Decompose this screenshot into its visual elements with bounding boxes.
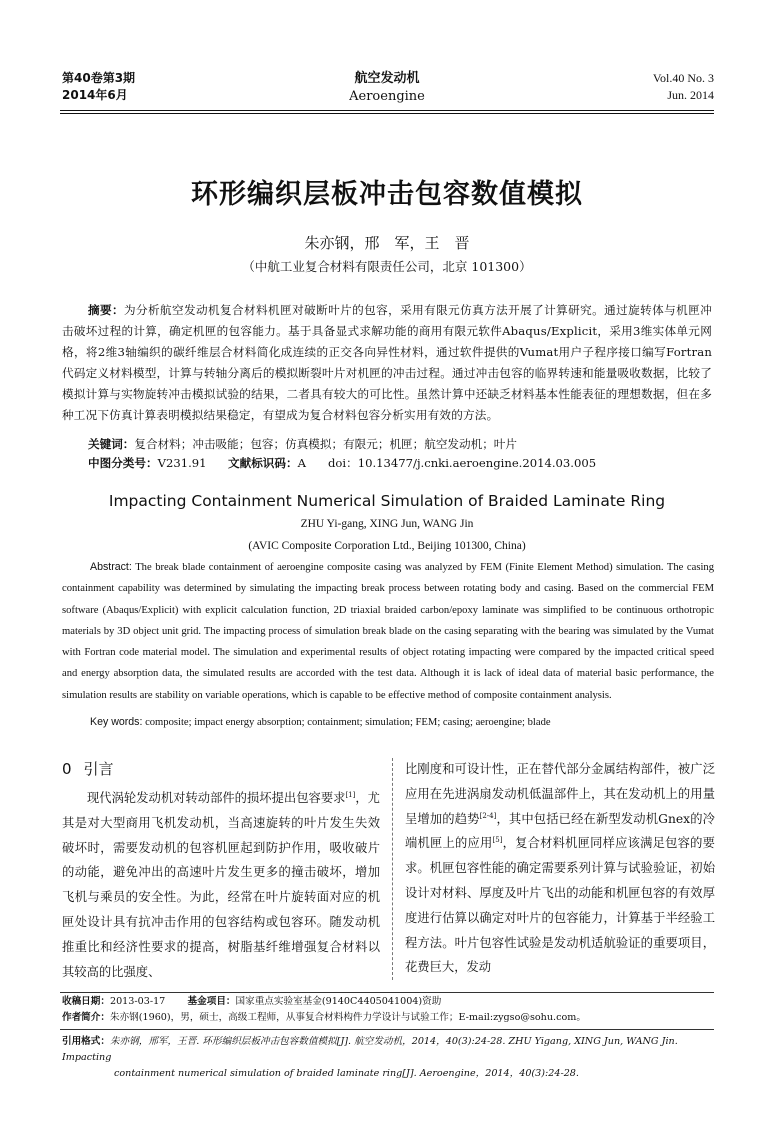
abstract-en-text: The break blade containment of aeroengine composite casing was analyzed by FEM (Finite Element Method) simulation. The casing containment capability was determined by simulating the impacting break process between rotating body and casing. Based on the commercial FEM software (Abaqus/Explicit) with explicit calculation function, 2D triaxial braided carbon/epoxy laminate was simplified to be continuous orthotropic materials by 3D object unit grid. The impacting process of simulation break blade on the casing separating with the bearing was simulated by the Vumat with Fortran code material model. The simulation and experimental results of object rotating impacting were compared by the impacted critical speed and energy absorption data, the simulated results are accorded with the test data. Although it is lack of ideal data of material basic performance, the simulation results are stability on variable operations, which is capable to be effective method of composite containment analysis. xyxy=(62,562,715,701)
clc-label: 中图分类号： xyxy=(88,456,158,470)
column-divider xyxy=(392,758,393,980)
doi-label: doi： xyxy=(328,456,358,470)
fund-label: 基金项目： xyxy=(187,996,236,1007)
right-para-text-b: ，其中包括已经在新型发动机Gnex的冷端机匣上的应用 xyxy=(405,811,715,851)
section-number: 0 xyxy=(62,760,72,778)
header-rule xyxy=(60,110,714,111)
abstract-cn xyxy=(62,300,712,426)
abstract-cn-label: 摘要： xyxy=(88,303,125,317)
footnote-rule xyxy=(60,992,714,993)
date-cn: 2014年6月 xyxy=(62,88,128,102)
paper-title-cn: 环形编织层板冲击包容数值模拟 xyxy=(191,179,583,210)
author-label: 作者简介： xyxy=(62,1012,110,1023)
keywords-cn-text: 复合材料；冲击吸能；包容；仿真模拟；有限元；机匣；航空发动机；叶片 xyxy=(134,437,517,451)
header-rule-thin xyxy=(60,113,714,114)
paper-title-en: Impacting Containment Numerical Simulation of Braided Laminate Ring xyxy=(108,492,666,510)
left-para-text-a: 现代涡轮发动机对转动部件的损坏提出包容要求 xyxy=(87,791,346,805)
cite-line-2: containment numerical simulation of braided laminate ring[J]. Aeroengine，2014，40(3):24-28. xyxy=(114,1068,579,1079)
keywords-cn-label: 关键词： xyxy=(88,437,135,451)
section-heading-introduction xyxy=(62,758,114,779)
cite-label: 引用格式： xyxy=(62,1036,110,1047)
author-bio: 朱亦钢(1960)，男，硕士，高级工程师，从事复合材料构件力学设计与试验工作；E-mail:zygso@sohu.com。 xyxy=(109,1012,586,1023)
header-volume-en xyxy=(653,70,714,104)
clc-number: V231.91 xyxy=(157,456,207,470)
section-title: 引言 xyxy=(83,760,114,778)
cite-line-1: 朱亦钢，邢军，王晋. 环形编织层板冲击包容数值模拟[J]. 航空发动机，2014，40(3):24-28. ZHU Yigang, XING Jun, WANG Jin. Impacting xyxy=(62,1036,678,1063)
abstract-cn-text: 为分析航空发动机复合材料机匣对破断叶片的包容，采用有限元仿真方法开展了计算研究。通过旋转体与机匣冲击破坏过程的计算，确定机匣的包容能力。基于具备显式求解功能的商用有限元软件Abaqus/Explicit，采用3维实体单元网格，将2维3轴编织的碳纤维层合材料简化成连续的正交各向异性材料，通过软件提供的Vumat用户子程序接口编写Fortran代码定义材料模型，计算与转轴分离后的模拟断裂叶片对机匣的冲击过程。通过冲击包容的临界转速和能量吸收数据，比较了模拟计算与实物旋转冲击模拟试验的结果，二者具有较大的可比性。虽然计算中还缺乏材料基本性能表征的理想数据，但在多种工况下仿真计算表明模拟结果稳定，有望成为复合材料包容分析实用有效的方法。 xyxy=(62,303,712,422)
citation-ref: [1] xyxy=(345,790,356,799)
right-para-text-c: ，复合材料机匣同样应该满足包容的要求。机匣包容性能的确定需要系列计算与试验验证，初始设计对材料、厚度及叶片飞出的动能和机匣包容的有效厚度进行估算以确定对叶片的包容能力，计算基于半经验工程方法。叶片包容性试验是发动机适航验证的重要项目，花费巨大，发动 xyxy=(405,836,715,975)
left-para-text-b: ，尤其是对大型商用飞机发动机，当高速旋转的叶片发生失效破坏时，需要发动机的包容机匣起到防护作用，吸收破片的动能，避免冲出的高速叶片发生更多的撞击破坏，增加飞机与乘员的安全性。为此，经常在叶片旋转面对应的机匣处设计具有抗冲击作用的包容结构或包容环。随发动机推重比和经济性要求的提高，树脂基纤维增强复合材料以其较高的比强度、 xyxy=(62,791,380,979)
body-left-column xyxy=(62,786,380,984)
affiliation-en: (AVIC Composite Corporation Ltd., Beijing 101300, China) xyxy=(248,540,526,552)
citation-format xyxy=(62,1034,714,1082)
journal-name-cn: 航空发动机 xyxy=(354,71,420,86)
doc-code-label: 文献标识码： xyxy=(228,456,298,470)
abstract-en xyxy=(62,557,714,706)
volume-issue-en: Vol.40 No. 3 xyxy=(652,71,714,85)
footnote-author xyxy=(62,1010,714,1026)
keywords-en-text: composite; impact energy absorption; containment; simulation; FEM; casing; aeroengine; blade xyxy=(145,717,551,728)
keywords-cn xyxy=(88,434,708,454)
keywords-en-label: Key words: xyxy=(90,716,143,728)
volume-issue-cn: 第40卷第3期 xyxy=(62,71,136,85)
journal-name-en: Aeroengine xyxy=(349,89,425,104)
date-en: Jun. 2014 xyxy=(667,88,714,102)
citation-ref: [2-4] xyxy=(479,811,497,820)
affiliation-cn: （中航工业复合材料有限责任公司，北京 101300） xyxy=(242,259,532,274)
authors-en: ZHU Yi-gang, XING Jun, WANG Jin xyxy=(300,518,474,530)
doc-code: A xyxy=(297,456,306,470)
fund-text: 国家重点实验室基金(9140C4405041004)资助 xyxy=(235,996,442,1007)
citation-rule xyxy=(60,1029,714,1030)
keywords-en xyxy=(90,712,714,733)
body-right-column xyxy=(405,757,715,980)
doi-value: 10.13477/j.cnki.aeroengine.2014.03.005 xyxy=(357,456,597,470)
received-label: 收稿日期： xyxy=(62,996,110,1007)
classification-line xyxy=(88,453,708,473)
authors-cn: 朱亦钢，邢 军，王 晋 xyxy=(304,234,470,252)
citation-ref: [5] xyxy=(492,836,503,845)
footnote-received xyxy=(62,994,714,1010)
received-date: 2013-03-17 xyxy=(109,996,166,1007)
right-para-text-a: 比刚度和可设计性，正在替代部分金属结构部件，被广泛应用在先进涡扇发动机低温部件上，其在发动机上的用量呈增加的趋势 xyxy=(405,762,715,826)
abstract-en-label: Abstract: xyxy=(90,561,132,573)
